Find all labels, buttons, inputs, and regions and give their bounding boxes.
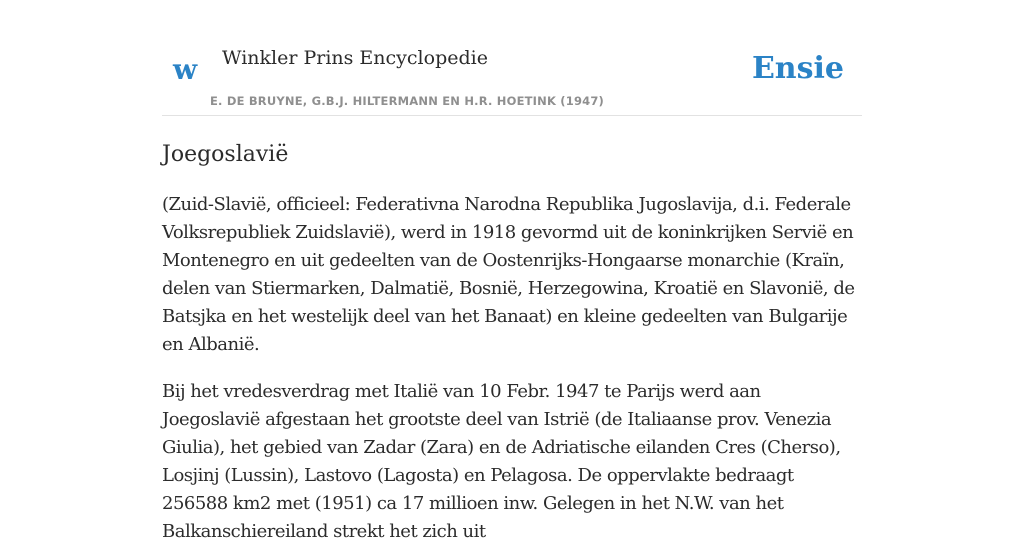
page — [162, 0, 862, 542]
site-header — [162, 0, 862, 116]
publication-logo[interactable]: w — [173, 53, 198, 86]
publication-authors: E. DE BRUYNE, G.B.J. HILTERMANN EN H.R. HOETINK (1947) — [210, 94, 605, 108]
article-title: Joegoslavië — [162, 142, 289, 167]
publication-title[interactable]: Winkler Prins Encyclopedie — [222, 47, 488, 69]
brand-logo[interactable]: Ensie — [751, 51, 844, 86]
article-paragraph: (Zuid-Slavië, officieel: Federativna Narodna Republika Jugoslavija, d.i. Federale Volksrepubliek Zuidslavië), werd in 1918 gevormd uit de koninkrijken Servië en Montenegro en uit gedeelten van de Oostenrijks-Hongaarse monarchie (Kraïn, delen van Stiermarken, Dalmatië, Bosnië, Herzegowina, Kroatië en Slavonië, de Batsjka en het westelijk deel van het Banaat) en kleine gedeelten van Bulgarije en Albanië. — [162, 194, 855, 355]
article-paragraph: Bij het vredesverdrag met Italië van 10 Febr. 1947 te Parijs werd aan Joegoslavië afgestaan het grootste deel van Istrië (de Italiaanse prov. Venezia Giulia), het gebied van Zadar (Zara) en de Adriatische eilanden Cres (Cherso), Losjinj (Lussin), Lastovo (Lagosta) en Pelagosa. De oppervlakte bedraagt 256588 km2 met (1951) ca 17 millioen inw. Gelegen in het N.W. van het Balkanschiereiland strekt het zich uit — [162, 381, 841, 542]
